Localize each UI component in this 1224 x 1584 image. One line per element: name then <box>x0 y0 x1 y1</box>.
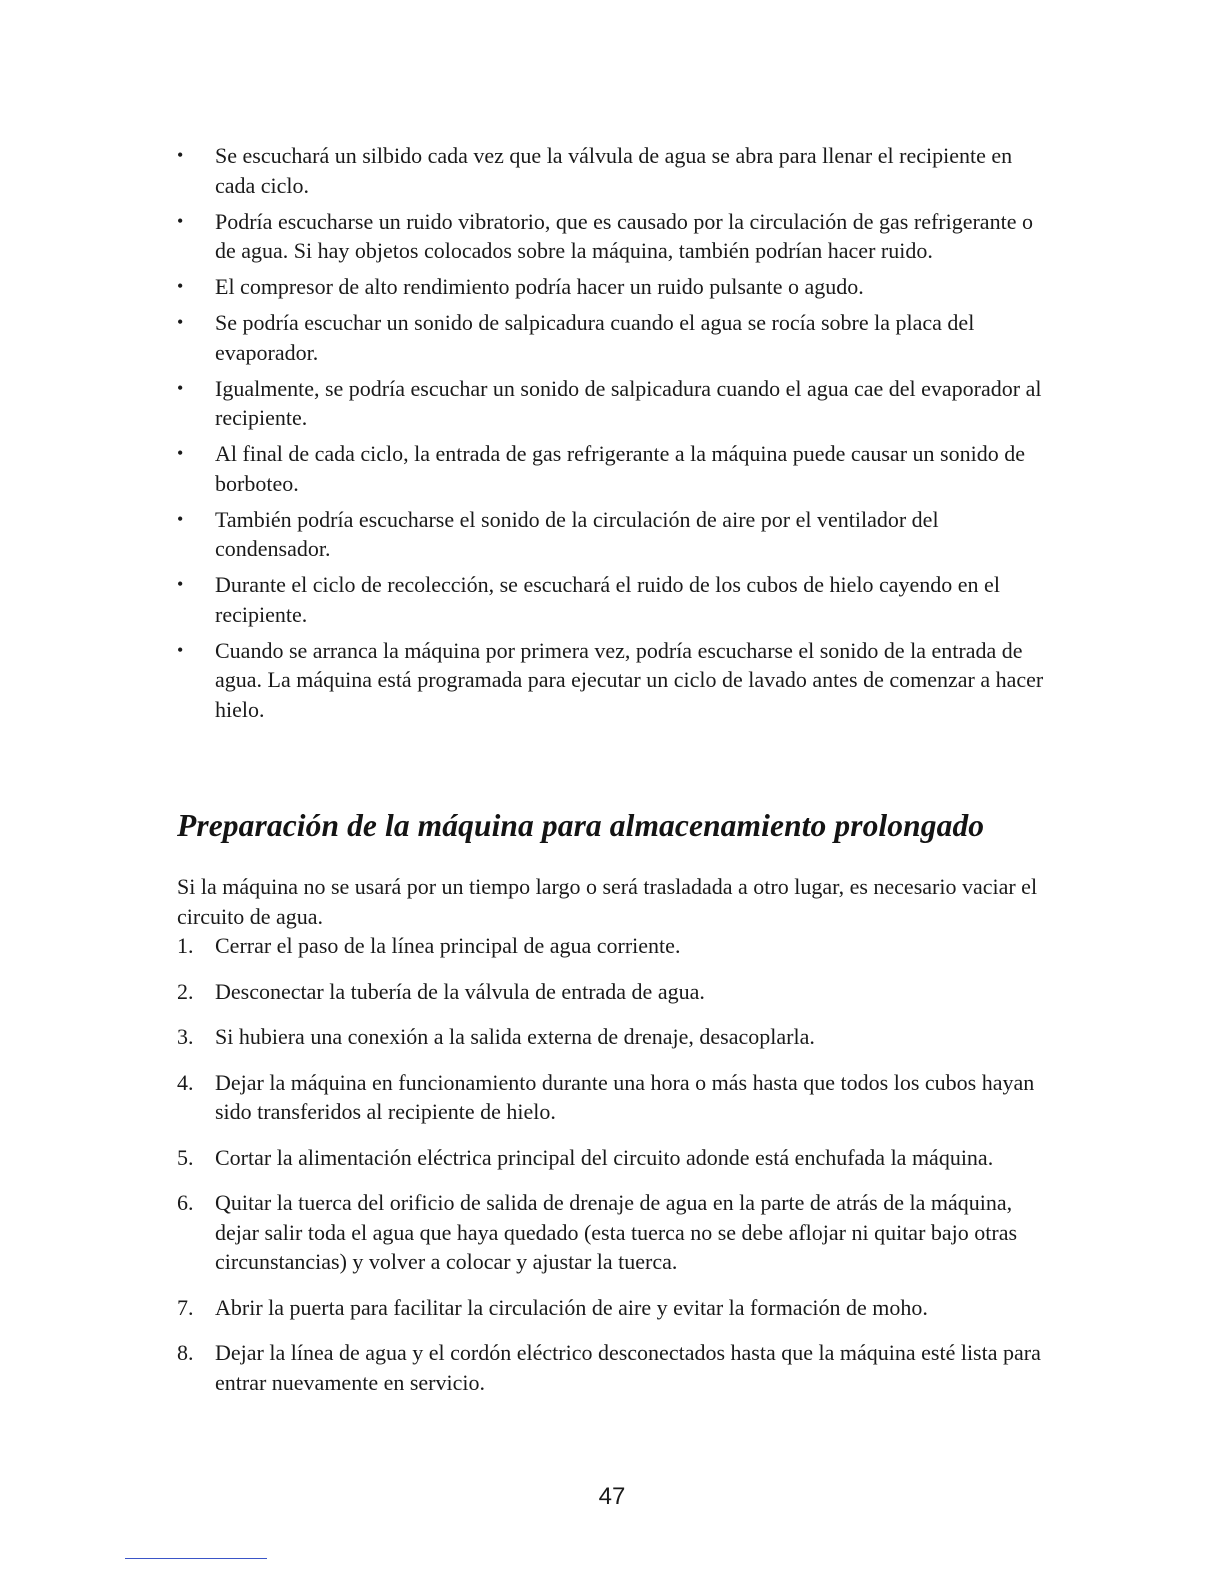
bullet-icon: • <box>177 210 184 231</box>
bullet-text: Podría escucharse un ruido vibratorio, que es causado por la circulación de gas refrigerante o de agua. Si hay objetos colocados sobre la máquina, también podrían hacer ruido. <box>215 208 1033 263</box>
step-number: 6. <box>177 1190 194 1215</box>
bullet-icon: • <box>177 508 184 529</box>
step-text: Dejar la máquina en funcionamiento durante una hora o más hasta que todos los cubos hayan sido transferidos al recipiente de hielo. <box>215 1069 1035 1124</box>
step-number: 1. <box>177 933 194 958</box>
bullet-icon: • <box>177 639 184 660</box>
step-number: 5. <box>177 1144 194 1170</box>
page-number: 47 <box>598 1483 626 1510</box>
step-number: 3. <box>177 1024 194 1049</box>
bullet-icon: • <box>177 443 184 463</box>
footer-divider <box>125 1558 267 1559</box>
bullet-icon: • <box>177 377 184 398</box>
step-item <box>177 977 1057 1007</box>
bullet-item <box>177 505 1057 564</box>
bullet-icon: • <box>177 574 184 594</box>
bullet-item <box>177 570 1057 629</box>
bullet-text: Se escuchará un silbido cada vez que la válvula de agua se abra para llenar el recipiente en cada ciclo. <box>215 143 1013 198</box>
bullet-item <box>177 141 1057 200</box>
step-number: 7. <box>177 1294 194 1320</box>
bullet-text: Durante el ciclo de recolección, se escuchará el ruido de los cubos de hielo cayendo en el recipiente. <box>215 572 1000 627</box>
bullet-item <box>177 272 1057 302</box>
bullet-item <box>177 207 1057 266</box>
step-number: 4. <box>177 1069 194 1095</box>
bullet-icon: • <box>177 145 184 165</box>
bullet-item <box>177 439 1057 498</box>
step-text: Abrir la puerta para facilitar la circulación de aire y evitar la formación de moho. <box>215 1294 928 1320</box>
bullet-item <box>177 374 1057 433</box>
step-text: Cerrar el paso de la línea principal de agua corriente. <box>215 933 681 958</box>
bullet-icon: • <box>177 312 184 332</box>
storage-steps-list <box>177 931 1057 1413</box>
bullet-text: Cuando se arranca la máquina por primera vez, podría escucharse el sonido de la entrada de agua. La máquina está programada para ejecutar un ciclo de lavado antes de comenzar a hacer hielo. <box>215 637 1044 722</box>
step-item <box>177 1293 1057 1323</box>
bullet-text: Se podría escuchar un sonido de salpicadura cuando el agua se rocía sobre la placa del evaporador. <box>215 310 975 365</box>
step-number: 2. <box>177 978 194 1004</box>
section-intro: Si la máquina no se usará por un tiempo largo o será trasladada a otro lugar, es necesario vaciar el circuito de agua. <box>177 874 1038 929</box>
step-item <box>177 1022 1057 1052</box>
step-number: 8. <box>177 1340 194 1365</box>
step-text: Desconectar la tubería de la válvula de entrada de agua. <box>215 978 705 1004</box>
step-text: Si hubiera una conexión a la salida externa de drenaje, desacoplarla. <box>215 1024 815 1049</box>
section-heading: Preparación de la máquina para almacenamiento prolongado <box>177 808 985 843</box>
bullet-text: Igualmente, se podría escuchar un sonido de salpicadura cuando el agua cae del evaporador al recipiente. <box>215 375 1042 430</box>
bullet-text: También podría escucharse el sonido de la circulación de aire por el ventilador del condensador. <box>215 506 939 561</box>
noise-bullet-list <box>177 141 1057 731</box>
step-text: Dejar la línea de agua y el cordón eléctrico desconectados hasta que la máquina esté lista para entrar nuevamente en servicio. <box>215 1340 1041 1395</box>
bullet-icon: • <box>177 276 184 296</box>
bullet-text: Al final de cada ciclo, la entrada de gas refrigerante a la máquina puede causar un sonido de borboteo. <box>215 441 1025 496</box>
bullet-item <box>177 636 1057 725</box>
step-text: Quitar la tuerca del orificio de salida de drenaje de agua en la parte de atrás de la máquina, dejar salir toda el agua que haya quedado (esta tuerca no se debe aflojar ni quitar bajo otras circunstancias) y volver a colocar y ajustar la tuerca. <box>215 1190 1018 1274</box>
step-item <box>177 931 1057 961</box>
step-item <box>177 1188 1057 1277</box>
step-text: Cortar la alimentación eléctrica principal del circuito adonde está enchufada la máquina. <box>215 1144 994 1170</box>
step-item <box>177 1338 1057 1397</box>
step-item <box>177 1068 1057 1127</box>
step-item <box>177 1143 1057 1173</box>
bullet-text: El compresor de alto rendimiento podría hacer un ruido pulsante o agudo. <box>215 274 864 299</box>
bullet-item <box>177 308 1057 367</box>
